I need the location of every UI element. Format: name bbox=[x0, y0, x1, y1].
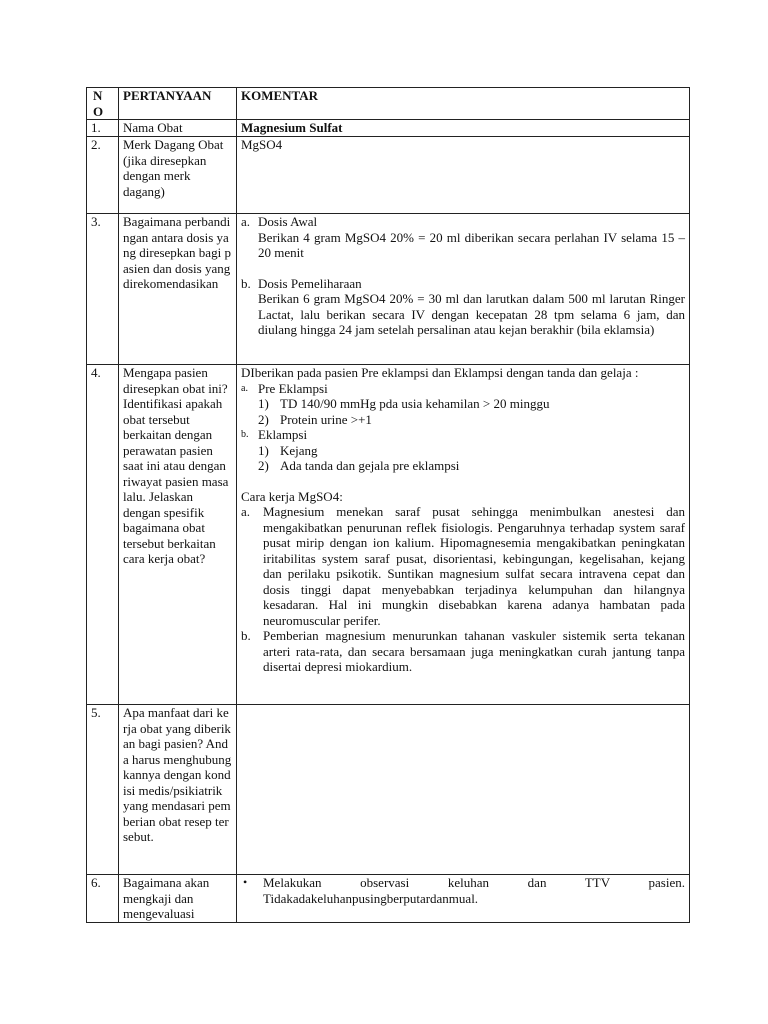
list-text: Protein urine >+1 bbox=[280, 411, 372, 427]
bullet-icon: • bbox=[243, 875, 248, 889]
table-row bbox=[87, 705, 690, 875]
item-text: Pemberian magnesium menurunkan tahanan vaskuler sistemik serta tekanan arteri rata-rata, dan secara bersamaan juga meningkatkan curah jantung tanpa disertai depresi miokardium. bbox=[263, 628, 685, 674]
item-title: Dosis Awal bbox=[258, 214, 318, 229]
row-question: Nama Obat bbox=[119, 120, 237, 137]
list-item bbox=[241, 412, 685, 428]
row-question: Merk Dagang Obat (jika diresepkan dengan merk dagang) bbox=[119, 137, 237, 214]
list-marker: 1) bbox=[258, 442, 269, 458]
table-row bbox=[87, 137, 690, 214]
dose-item bbox=[241, 276, 685, 338]
table-row bbox=[87, 120, 690, 137]
row-number: 3. bbox=[87, 214, 119, 365]
row-comment bbox=[237, 365, 690, 705]
list-text: TD 140/90 mmHg pda usia kehamilan > 20 minggu bbox=[280, 396, 550, 411]
item-marker: a. bbox=[241, 214, 251, 229]
mechanism-title: Cara kerja MgSO4: bbox=[241, 488, 343, 504]
list-item bbox=[241, 458, 685, 474]
row-number: 1. bbox=[87, 120, 119, 137]
mechanism-item bbox=[241, 504, 685, 628]
row-comment bbox=[237, 875, 690, 923]
dose-item bbox=[241, 214, 685, 261]
mechanism-item bbox=[241, 628, 685, 675]
group-marker: a. bbox=[241, 382, 248, 394]
bullet-line: Melakukan observasi keluhan dan TTV pasien. bbox=[263, 875, 685, 890]
header-no bbox=[87, 88, 119, 120]
list-text: Kejang bbox=[280, 442, 318, 458]
item-text: Berikan 4 gram MgSO4 20% = 20 ml diberikan secara perlahan IV selama 15 – 20 menit bbox=[258, 229, 685, 260]
bullet-line: Tidakadakeluhanpusingberputardanmual. bbox=[263, 890, 479, 906]
row-comment bbox=[237, 705, 690, 875]
list-marker: 1) bbox=[258, 396, 269, 411]
question-text: Apa manfaat dari kerja obat yang diberikan bagi pasien? Anda harus menghubungkannya dengan kondisi medis/psikiatrik yang mendasari pemberian obat resep tersebut. bbox=[123, 705, 232, 844]
table-row bbox=[87, 214, 690, 365]
bullet-item bbox=[241, 875, 685, 906]
list-text: Ada tanda dan gejala pre eklampsi bbox=[280, 458, 460, 473]
table-header-row bbox=[87, 88, 690, 120]
group-marker: b. bbox=[241, 429, 249, 440]
question-text: Bagaimana perbandingan antara dosis yang diresepkan bagi pasien dan dosis yang direkomendasikan bbox=[123, 214, 231, 291]
drug-review-table bbox=[86, 87, 690, 923]
header-comment: KOMENTAR bbox=[237, 88, 690, 120]
row-comment bbox=[237, 214, 690, 365]
item-text: Magnesium menekan saraf pusat sehingga menimbulkan anestesi dan mengakibatkan penurunan reflek fisiologis. Pengaruhnya terhadap system saraf pusat mirip dengan ion kalium. Hipomagnesemia mengakibatkan peningkatan iritabilitas system saraf pusat, disorientasi, kebingungan, kegelisahan, kejang dan perilaku psikotik. Suntikan magnesium sulfat secara intravena cepat dan dosis tinggi dapat menyebabkan terjadinya kelumpuhan dan hilangnya kesadaran. Hal ini mungkin disebabkan karena adanya hambatan pada neuromuscular perifer. bbox=[263, 504, 685, 628]
indication-intro: DIberikan pada pasien Pre eklampsi dan Eklampsi dengan tanda dan gelaja : bbox=[241, 365, 639, 380]
row-question: Mengapa pasien diresepkan obat ini? Identifikasi apakah obat tersebut berkaitan dengan perawatan pasien saat ini atau dengan riwayat pasien masa lalu. Jelaskan dengan spesifik bagaimana obat tersebut berkaitan cara kerja obat? bbox=[119, 365, 237, 705]
list-marker: 2) bbox=[258, 411, 269, 427]
row-number: 5. bbox=[87, 705, 119, 875]
table-row bbox=[87, 875, 690, 923]
header-no-text: N O bbox=[93, 88, 106, 119]
item-text: Berikan 6 gram MgSO4 20% = 30 ml dan larutkan dalam 500 ml larutan Ringer Lactat, lalu berikan secara IV dengan kecepatan 28 tpm selama 6 jam, dan diulang hingga 24 jam setelah persalinan atau kejan berakhir (bila eklamsia) bbox=[258, 291, 685, 337]
row-question bbox=[119, 705, 237, 875]
row-number: 4. bbox=[87, 365, 119, 705]
row-question: Bagaimana akan mengkaji dan mengevaluasi bbox=[119, 875, 237, 923]
table-row bbox=[87, 365, 690, 705]
group-title: Pre Eklampsi bbox=[258, 380, 328, 396]
item-marker: b. bbox=[241, 628, 251, 643]
list-marker: 2) bbox=[258, 458, 269, 473]
list-item bbox=[241, 443, 685, 459]
row-comment: Magnesium Sulfat bbox=[237, 120, 690, 137]
list-item bbox=[241, 396, 685, 412]
header-question: PERTANYAAN bbox=[119, 88, 237, 120]
row-number: 6. bbox=[87, 875, 119, 923]
row-comment: MgSO4 bbox=[237, 137, 690, 214]
row-number: 2. bbox=[87, 137, 119, 214]
item-marker: b. bbox=[241, 275, 251, 291]
indication-group bbox=[241, 381, 685, 397]
indication-group bbox=[241, 427, 685, 443]
item-title: Dosis Pemeliharaan bbox=[258, 275, 362, 291]
item-marker: a. bbox=[241, 504, 251, 519]
row-question bbox=[119, 214, 237, 365]
group-title: Eklampsi bbox=[258, 427, 308, 442]
